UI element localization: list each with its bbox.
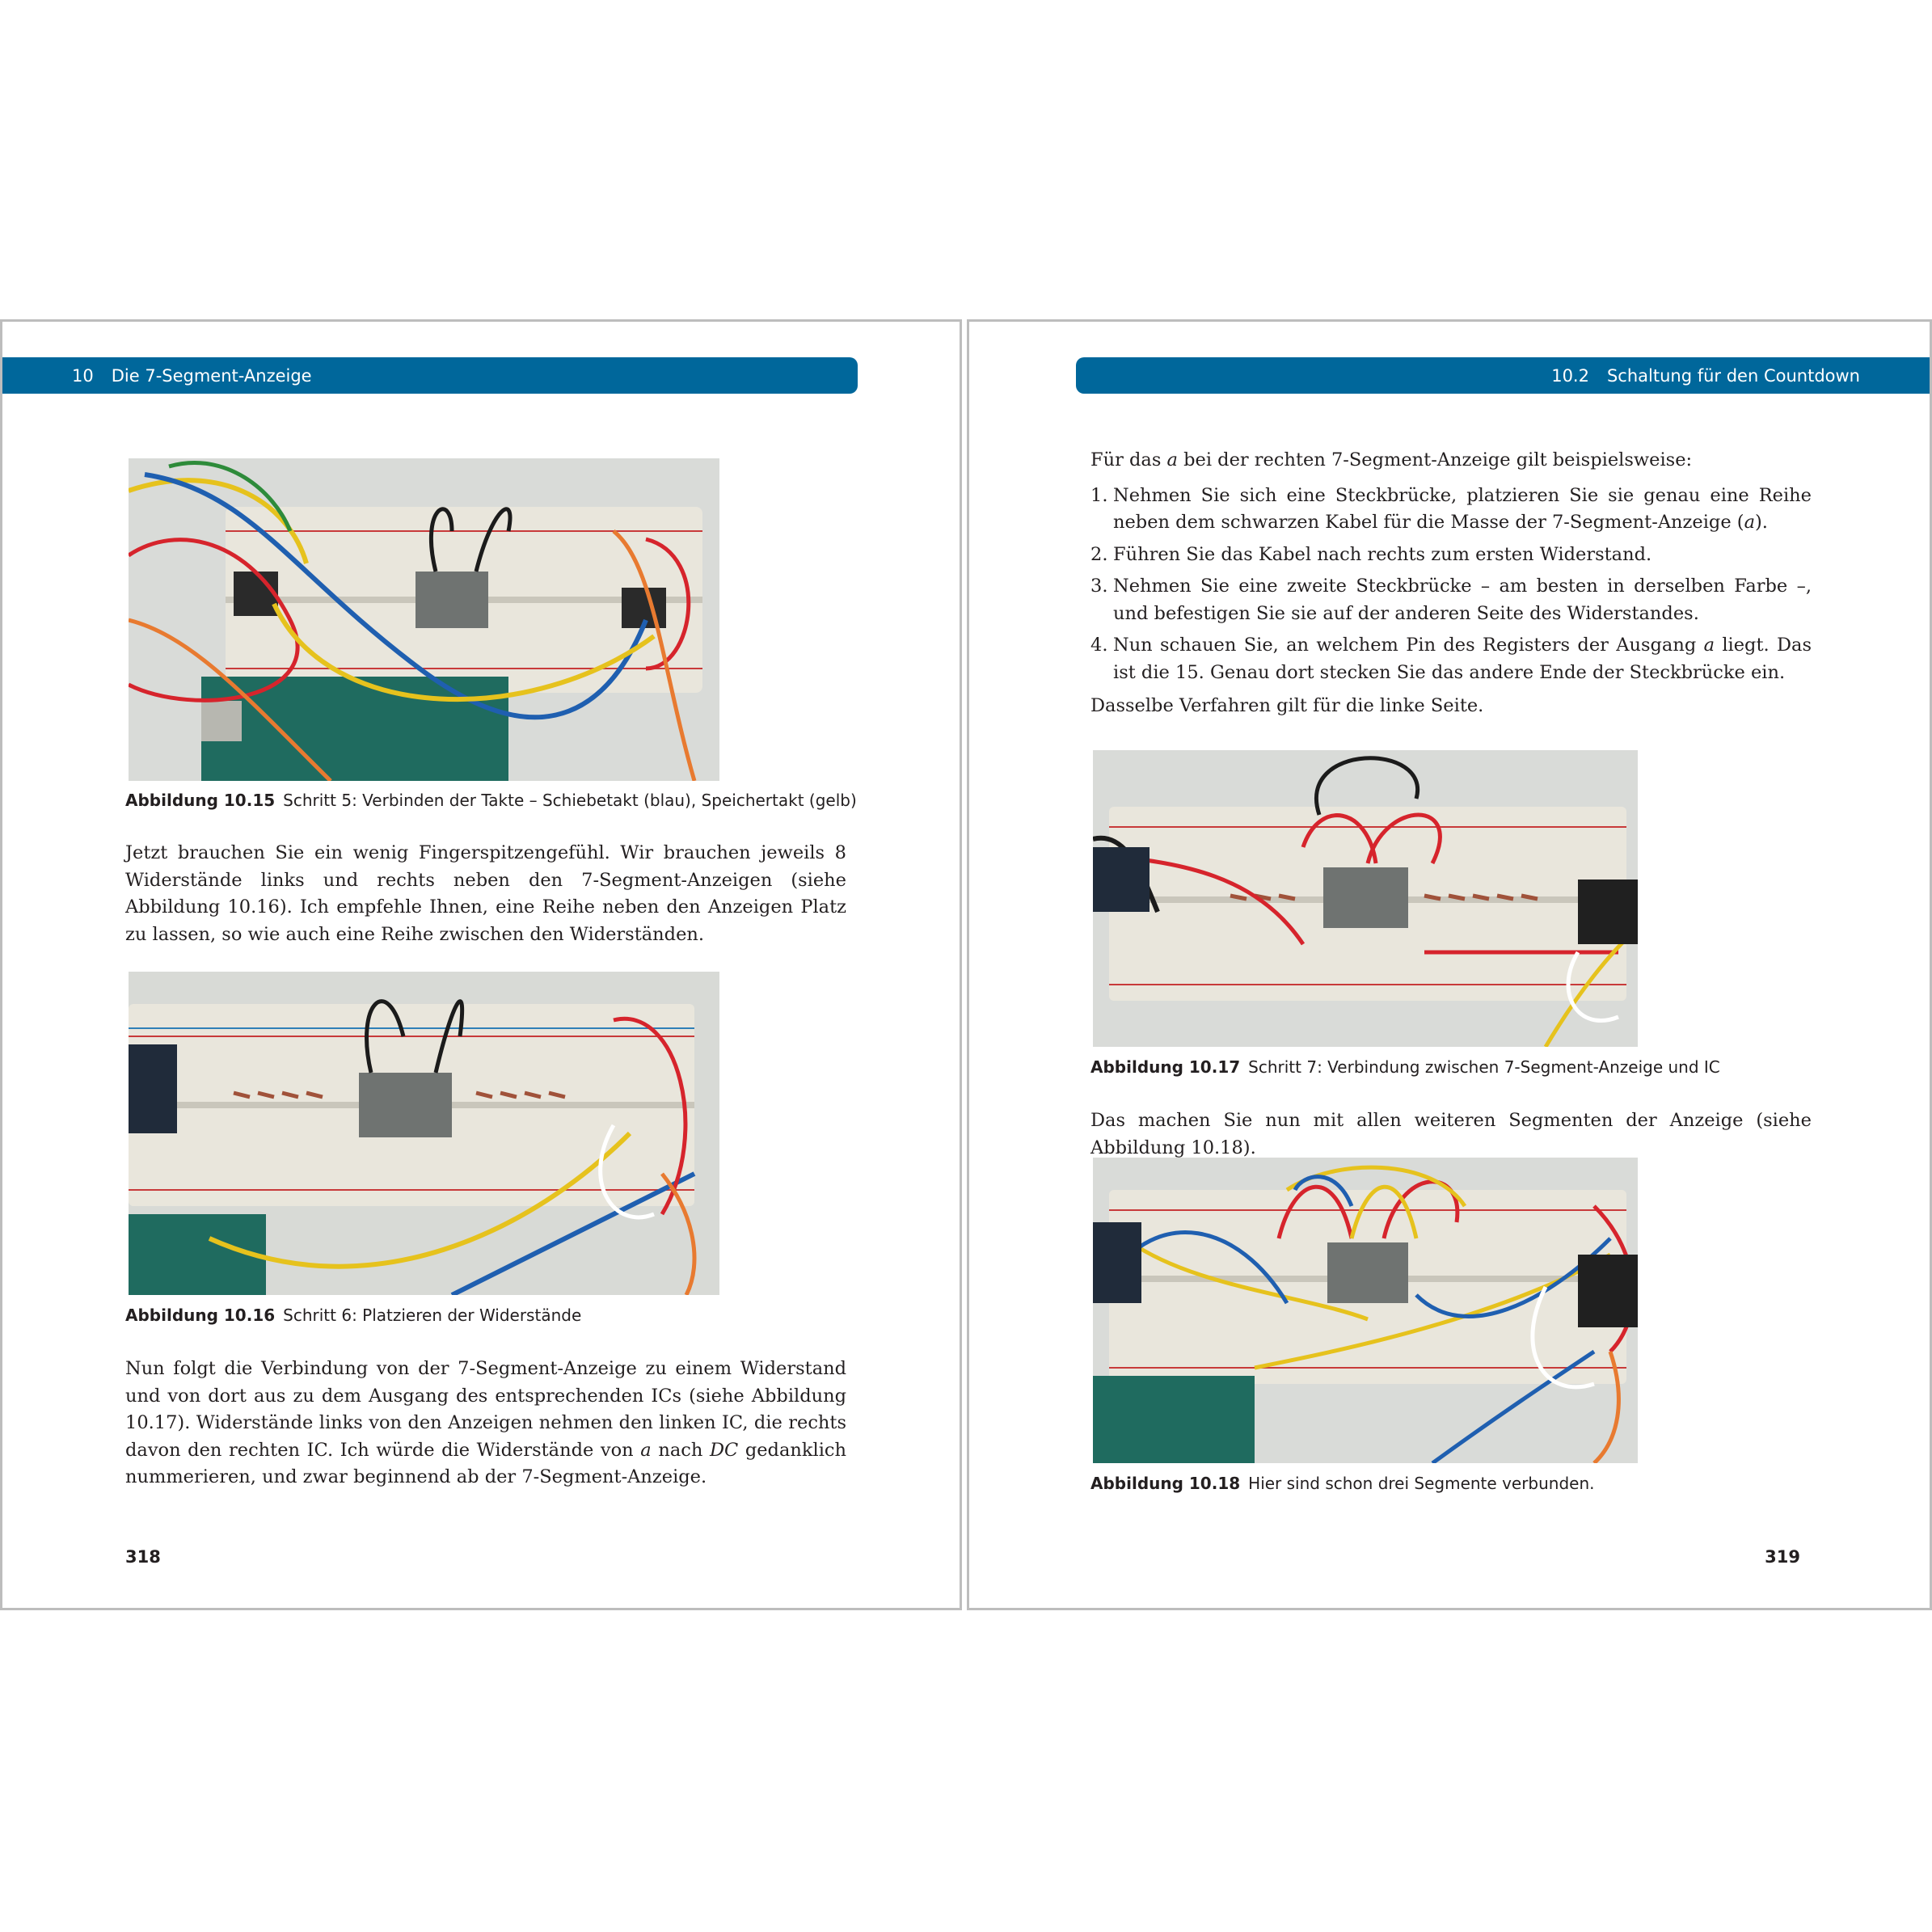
figure-10-16-caption xyxy=(125,1306,581,1325)
paragraph xyxy=(125,1356,846,1491)
figure-10-18-photo xyxy=(1093,1158,1638,1463)
step-list-block xyxy=(1090,447,1812,720)
figure-10-17-caption xyxy=(1090,1057,1720,1077)
right-page xyxy=(967,319,1932,1610)
variable-dc: DC xyxy=(709,1439,739,1461)
step-number: 4. xyxy=(1090,635,1108,656)
list-item xyxy=(1090,573,1812,627)
figure-10-16-photo xyxy=(129,972,719,1295)
step-text: ). xyxy=(1755,512,1768,533)
figure-10-17-photo xyxy=(1093,750,1638,1047)
figure-caption-text: Schritt 7: Verbindung zwischen 7-Segment-Anzeige und IC xyxy=(1248,1057,1720,1077)
step-text: Nun schauen Sie, an welchem Pin des Registers der Ausgang xyxy=(1113,635,1704,656)
chapter-title: Die 7-Segment-Anzeige xyxy=(111,365,312,386)
step-text: Führen Sie das Kabel nach rechts zum ersten Widerstand. xyxy=(1113,543,1652,565)
page-number: 319 xyxy=(1765,1547,1800,1567)
list-item xyxy=(1090,632,1812,686)
step-number: 2. xyxy=(1090,543,1108,565)
section-header xyxy=(1076,357,1930,394)
paragraph-text: gedanklich nummerieren, und zwar beginnend ab der 7-Segment-Anzeige. xyxy=(125,1439,846,1487)
figure-10-18-caption xyxy=(1090,1474,1595,1493)
figure-caption-text: Hier sind schon drei Segmente verbunden. xyxy=(1248,1474,1595,1493)
paragraph-text: nach xyxy=(651,1439,710,1461)
steps-list xyxy=(1090,483,1812,687)
paragraph-text: Für das xyxy=(1090,449,1167,470)
paragraph-text: Dasselbe Verfahren gilt für die linke Seite. xyxy=(1090,695,1484,716)
variable-a: a xyxy=(1166,449,1178,470)
step-number: 3. xyxy=(1090,576,1108,597)
step-text: liegt. Das ist die 15. Genau dort stecken Sie das andere Ende der Steckbrücke ein. xyxy=(1113,635,1812,683)
figure-label: Abbildung 10.17 xyxy=(1090,1057,1241,1077)
step-text: Nehmen Sie sich eine Steckbrücke, platzieren Sie sie genau eine Reihe neben dem schwarzen Kabel für die Masse der 7-Segment-Anzeige ( xyxy=(1113,484,1812,533)
figure-label: Abbildung 10.16 xyxy=(125,1306,276,1325)
section-title: Schaltung für den Countdown xyxy=(1606,365,1860,386)
figure-10-15-caption xyxy=(125,791,857,810)
figure-10-15-photo xyxy=(129,458,719,781)
variable-a: a xyxy=(640,1439,652,1461)
list-item xyxy=(1090,542,1812,569)
paragraph xyxy=(125,840,846,948)
figure-caption-text: Schritt 6: Platzieren der Widerstände xyxy=(283,1306,582,1325)
step-number: 1. xyxy=(1090,484,1108,506)
chapter-header xyxy=(2,357,858,394)
left-page xyxy=(0,319,962,1610)
paragraph xyxy=(1090,1107,1812,1162)
section-number: 10.2 xyxy=(1551,365,1589,386)
step-text: Nehmen Sie eine zweite Steckbrücke – am besten in derselben Farbe –, und befestigen Sie sie auf der anderen Seite des Widerstandes. xyxy=(1113,576,1812,624)
figure-label: Abbildung 10.15 xyxy=(125,791,276,810)
variable-a: a xyxy=(1703,635,1715,656)
paragraph-text: bei der rechten 7-Segment-Anzeige gilt beispielsweise: xyxy=(1177,449,1693,470)
paragraph-text: Das machen Sie nun mit allen weiteren Segmenten der Anzeige (siehe Abbildung 10.18). xyxy=(1090,1110,1812,1158)
figure-caption-text: Schritt 5: Verbinden der Takte – Schiebetakt (blau), Speichertakt (gelb) xyxy=(283,791,857,810)
variable-a: a xyxy=(1744,512,1755,533)
chapter-number: 10 xyxy=(72,365,94,386)
list-item xyxy=(1090,483,1812,537)
paragraph-text: Jetzt brauchen Sie ein wenig Fingerspitzengefühl. Wir brauchen jeweils 8 Widerstände links und rechts neben den 7-Segment-Anzeigen (siehe Abbildung 10.16). Ich empfehle Ihnen, eine Reihe neben den Anzeigen Platz zu lassen, so wie auch eine Reihe zwischen den Widerständen. xyxy=(125,842,846,945)
page-number: 318 xyxy=(125,1547,161,1567)
figure-label: Abbildung 10.18 xyxy=(1090,1474,1241,1493)
paragraph-text: Nun folgt die Verbindung von der 7-Segment-Anzeige zu einem Widerstand und von dort aus zu dem Ausgang des entsprechenden ICs (siehe Abbildung 10.17). Widerstände links von den Anzeigen nehmen den linken IC, die rechts davon den rechten IC. Ich würde die Widerstände von xyxy=(125,1358,846,1461)
